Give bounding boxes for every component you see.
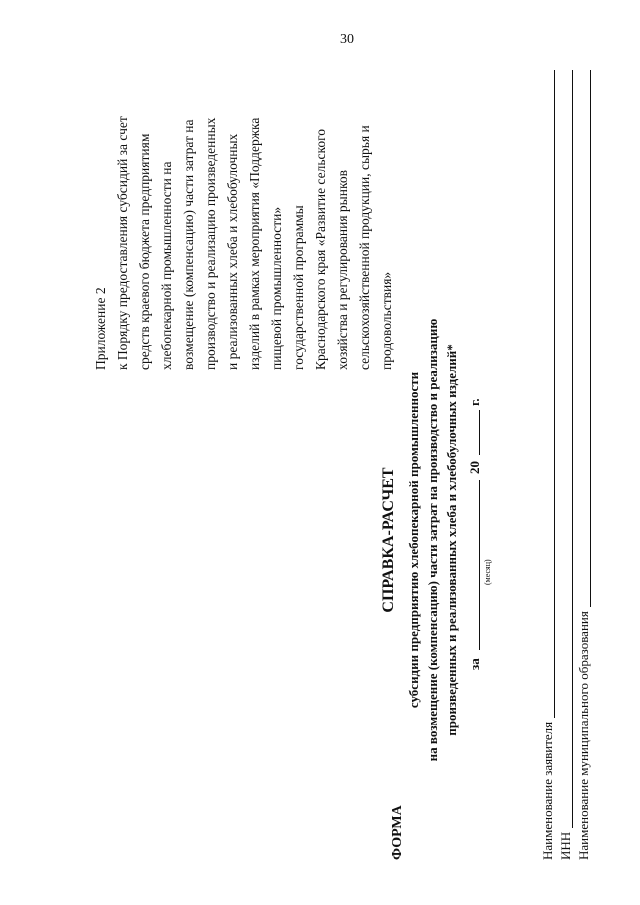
appendix-line: и реализованных хлеба и хлебобулочных: [225, 133, 240, 370]
applicant-fields: [540, 70, 594, 860]
appendix-line: хлебопекарной промышленности на: [159, 161, 174, 370]
year-prefix: 20: [467, 461, 482, 474]
field-label: Наименование заявителя: [540, 718, 556, 860]
appendix-line: сельскохозяйственной продукции, сырья и: [357, 125, 372, 370]
appendix-line: государственной программы: [291, 205, 306, 370]
rotated-page-content: [50, 50, 600, 890]
appendix-block: [90, 60, 398, 370]
appendix-line: изделий в рамках мероприятия «Поддержка: [247, 117, 262, 370]
document-title-block: [380, 260, 495, 820]
appendix-line: средств краевого бюджета предприятиям: [137, 133, 152, 370]
form-label: ФОРМА: [390, 805, 405, 860]
field-underline: [572, 70, 573, 860]
title-line: субсидии предприятию хлебопекарной промышленности: [406, 371, 421, 709]
title-line: на возмещение (компенсацию) части затрат на производство и реализацию: [425, 318, 440, 762]
title-line: произведенных и реализованных хлеба и хлебобулочных изделий*: [444, 344, 459, 736]
municipality-field[interactable]: [576, 70, 592, 860]
month-blank[interactable]: [479, 480, 480, 650]
appendix-line: Приложение 2: [93, 287, 108, 370]
month-hint: (месяц): [483, 559, 492, 585]
document-title: СПРАВКА-РАСЧЕТ: [380, 467, 397, 613]
year-blank[interactable]: [479, 410, 480, 455]
applicant-name-field[interactable]: [540, 70, 556, 860]
inn-field[interactable]: [558, 70, 574, 860]
appendix-line: к Порядку предоставления субсидий за счет: [115, 116, 130, 370]
year-suffix: г.: [467, 398, 482, 406]
appendix-line: пищевой промышленности»: [269, 206, 284, 370]
reporting-period: [465, 260, 495, 820]
appendix-line: производство и реализацию произведенных: [203, 117, 218, 370]
appendix-line: возмещение (компенсацию) части затрат на: [181, 119, 196, 370]
appendix-line: продовольствия»: [379, 271, 394, 370]
field-label: ИНН: [558, 828, 574, 860]
appendix-line: хозяйства и регулирования рынков: [335, 170, 350, 370]
period-prefix: за: [467, 658, 482, 670]
appendix-line: Краснодарского края «Развитие сельского: [313, 128, 328, 370]
page-number: 30: [340, 32, 354, 47]
field-label: Наименование муниципального образования: [576, 607, 592, 860]
